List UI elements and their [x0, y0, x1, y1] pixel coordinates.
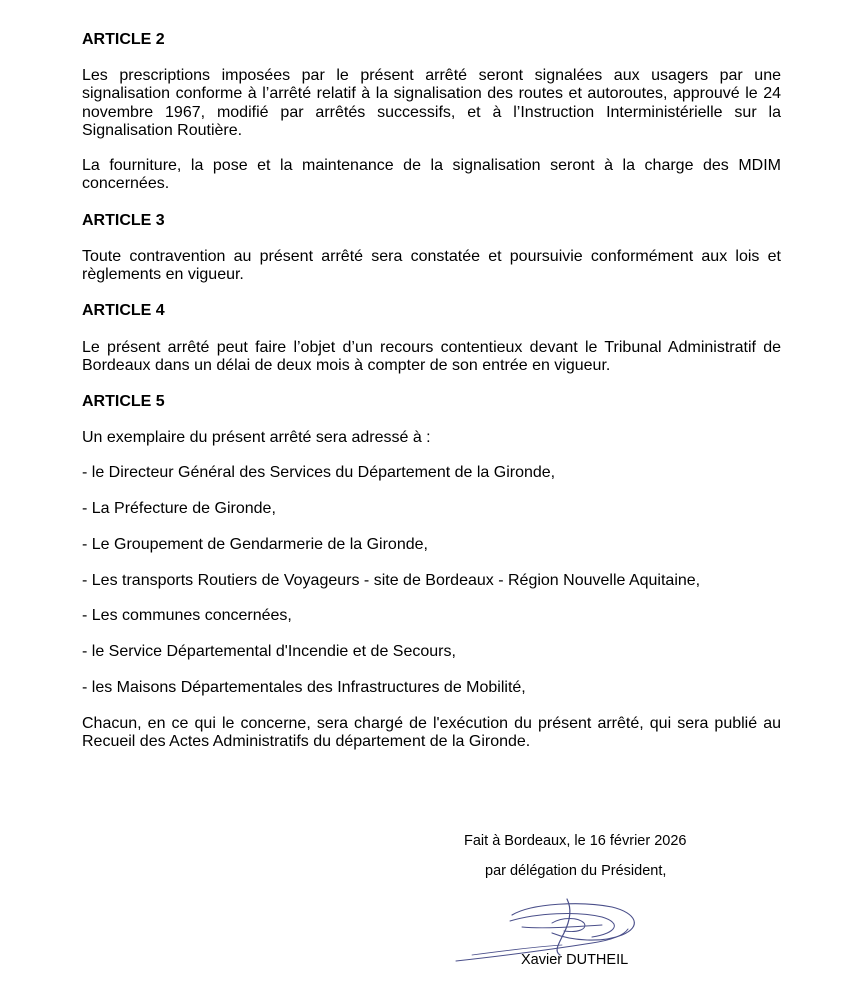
article-2-paragraph-2: La fourniture, la pose et la maintenance de la signalisation seront à la charge des MDIM concernées.	[82, 157, 781, 193]
recipient-item: - le Directeur Général des Services du Département de la Gironde,	[82, 464, 556, 481]
article-5-title: ARTICLE 5	[82, 393, 165, 410]
recipient-item: - Les transports Routiers de Voyageurs - site de Bordeaux - Région Nouvelle Aquitaine,	[82, 572, 701, 589]
recipient-item: - Le Groupement de Gendarmerie de la Gironde,	[82, 536, 428, 553]
article-5-intro: Un exemplaire du présent arrêté sera adressé à :	[82, 429, 431, 446]
article-4-paragraph: Le présent arrêté peut faire l’objet d’un recours contentieux devant le Tribunal Administratif de Bordeaux dans un délai de deux mois à compter de son entrée en vigueur.	[82, 339, 781, 375]
recipient-item: - le Service Départemental d'Incendie et de Secours,	[82, 643, 456, 660]
signatory-name: Xavier DUTHEIL	[521, 952, 629, 968]
recipient-item: - Les communes concernées,	[82, 607, 292, 624]
signature-stroke	[522, 925, 602, 928]
signature-stroke	[512, 904, 634, 940]
recipient-item: - La Préfecture de Gironde,	[82, 500, 276, 517]
article-2-paragraph-1: Les prescriptions imposées par le présent arrêté seront signalées aux usagers par une signalisation conforme à l’arrêté relatif à la signalisation des routes et autoroutes, approuvé le 24 novembre 1967, modifié par arrêtés successifs, et à l’Instruction Interministérielle sur la Signalisation Routière.	[82, 67, 781, 139]
article-5-closing: Chacun, en ce qui le concerne, sera chargé de l'exécution du présent arrêté, qui sera publié au Recueil des Actes Administratifs du département de la Gironde.	[82, 715, 781, 751]
delegation-line: par délégation du Président,	[485, 863, 667, 879]
article-4-title: ARTICLE 4	[82, 302, 165, 319]
article-2-title: ARTICLE 2	[82, 31, 165, 48]
article-3-title: ARTICLE 3	[82, 212, 165, 229]
article-3-paragraph: Toute contravention au présent arrêté sera constatée et poursuivie conformément aux lois et règlements en vigueur.	[82, 248, 781, 284]
recipient-item: - les Maisons Départementales des Infrastructures de Mobilité,	[82, 679, 526, 696]
place-and-date: Fait à Bordeaux, le 16 février 2026	[464, 833, 687, 849]
